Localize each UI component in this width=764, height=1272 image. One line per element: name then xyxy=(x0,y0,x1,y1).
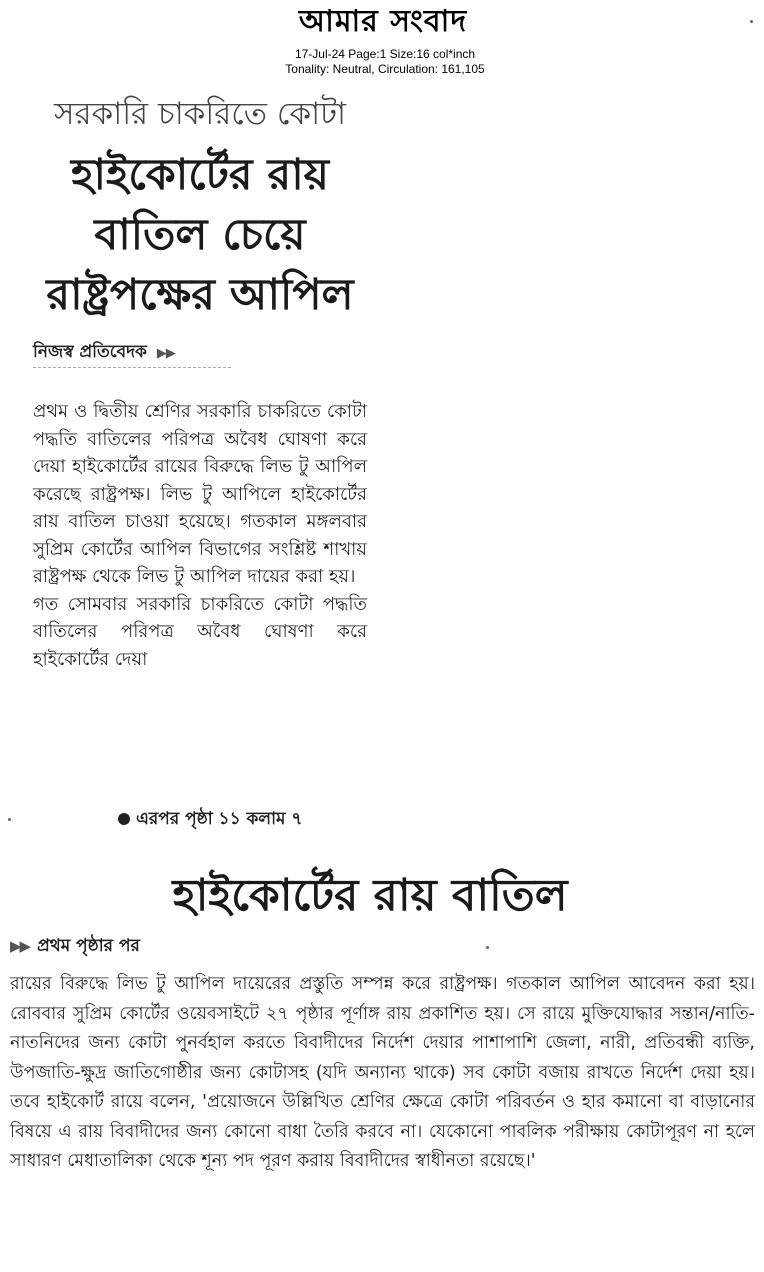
article1-kicker: সরকারি চাকরিতে কোটা xyxy=(53,96,347,132)
article1-paragraph-2: গত সোমবার সরকারি চাকরিতে কোটা পদ্ধতি বাতিলের পরিপত্র অবৈধ ঘোষণা করে হাইকোর্টের দেয়া xyxy=(33,593,367,670)
article2-headline: হাইকোর্টের রায় বাতিল xyxy=(172,870,568,921)
article1-headline-line2: বাতিল চেয়ে xyxy=(94,210,306,260)
clipping-info-tonality: Tonality: Neutral, Circulation: 161,105 xyxy=(285,62,485,76)
byline xyxy=(33,340,175,366)
bullet-icon xyxy=(118,813,130,825)
article1-headline-line1: হাইকোর্টের রায় xyxy=(70,150,330,200)
article1-body xyxy=(33,398,367,673)
from-front-label xyxy=(10,934,140,958)
masthead-logo: আমার সংবাদ xyxy=(298,4,468,39)
article1-paragraph-1: প্রথম ও দ্বিতীয় শ্রেণির সরকারি চাকরিতে কোটা পদ্ধতি বাতিলের পরিপত্র অবৈধ ঘোষণা করে দেয়া হাইকোর্টের রায়ের বিরুদ্ধে লিভ টু আপিল করেছে রাষ্ট্রপক্ষ। লিভ টু আপিলে হাইকোর্টের রায় বাতিল চাওয়া হয়েছে। গতকাল মঙ্গলবার সুপ্রিম কোর্টের আপিল বিভাগের সংশ্লিষ্ট শাখায় রাষ্ট্রপক্ষ থেকে লিভ টু আপিল দায়ের করা হয়। xyxy=(33,401,367,587)
continuation-text: এরপর পৃষ্ঠা ১১ কলাম ৭ xyxy=(136,809,303,829)
byline-arrow-icon: ▶▶ xyxy=(156,346,175,361)
article2-body: রায়ের বিরুদ্ধে লিভ টু আপিল দায়েরের প্রস্তুতি সম্পন্ন করে রাষ্ট্রপক্ষ। গতকাল আপিল আবেদন করা হয়। রোববার সুপ্রিম কোর্টের ওয়েবসাইটে ২৭ পৃষ্ঠার পূর্ণাঙ্গ রায় প্রকাশিত হয়। সে রায়ে মুক্তিযোদ্ধার সন্তান/নাতি-নাতনিদের জন্য কোটা পুনর্বহাল করতে বিবাদীদের নির্দেশ দেয়ার পাশাপাশি জেলা, নারী, প্রতিবন্ধী ব্যক্তি, উপজাতি-ক্ষুদ্র জাতিগোষ্ঠীর জন্য কোটাসহ (যদি অন্যান্য থাকে) সব কোটা বজায় রাখতে নির্দেশ দেয়া হয়। তবে হাইকোর্ট রায়ে বলেন, 'প্রয়োজনে উল্লিখিত শ্রেণির ক্ষেত্রে কোটা পরিবর্তন ও হার কমানো বা বাড়ানোর বিষয়ে এ রায় বিবাদীদের জন্য কোনো বাধা তৈরি করবে না। যেকোনো পাবলিক পরীক্ষায় কোটাপূরণ না হলে সাধারণ মেধাতালিকা থেকে শূন্য পদ পূরণ করায় বিবাদীদের স্বাধীনতা রয়েছে।' xyxy=(10,974,755,1171)
arrow-icon: ▶▶ xyxy=(10,937,30,955)
print-speck xyxy=(750,20,753,23)
article1-headline-line3: রাষ্ট্রপক্ষের আপিল xyxy=(46,270,354,320)
article1-headline xyxy=(15,145,385,325)
from-front-text: প্রথম পৃষ্ঠার পর xyxy=(37,936,140,956)
continuation-note xyxy=(118,806,302,832)
byline-divider xyxy=(33,367,231,368)
print-speck xyxy=(486,946,489,949)
print-speck xyxy=(8,818,11,821)
clipping-info-date-page: 17-Jul-24 Page:1 Size:16 col*inch xyxy=(294,47,476,61)
byline-text: নিজস্ব প্রতিবেদক xyxy=(33,342,147,362)
